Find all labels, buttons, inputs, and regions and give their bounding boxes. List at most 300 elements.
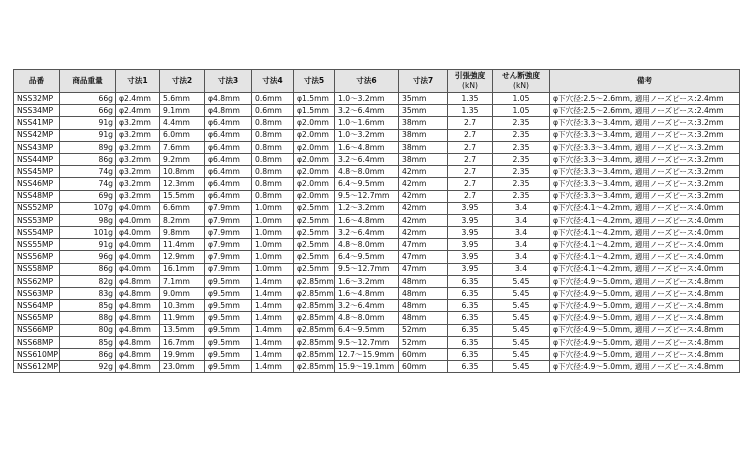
weight-cell: 88g <box>60 312 116 324</box>
remarks-cell: φ下穴径:2.5〜2.6mm, 適用ノーズピース:2.4mm <box>550 105 740 117</box>
dim5-cell: φ2.0mm <box>294 117 335 129</box>
weight-cell: 74g <box>60 166 116 178</box>
part-number-cell: NSS65MP <box>14 312 60 324</box>
dim1-cell: φ4.8mm <box>116 336 160 348</box>
dim6-cell: 4.8〜8.0mm <box>335 166 399 178</box>
dim7-cell: 42mm <box>399 166 448 178</box>
dim4-cell: 0.6mm <box>252 105 294 117</box>
dim4-cell: 1.4mm <box>252 324 294 336</box>
dim2-cell: 23.0mm <box>160 361 205 373</box>
dim3-cell: φ9.5mm <box>205 336 252 348</box>
dim5-cell: φ2.5mm <box>294 227 335 239</box>
part-number-cell: NSS32MP <box>14 93 60 105</box>
shear-cell: 5.45 <box>493 348 550 360</box>
dim3-cell: φ9.5mm <box>205 288 252 300</box>
table-body <box>14 93 740 373</box>
remarks-cell: φ下穴径:4.1〜4.2mm, 適用ノーズピース:4.0mm <box>550 202 740 214</box>
part-number-cell: NSS56MP <box>14 251 60 263</box>
dim6-cell: 1.6〜4.8mm <box>335 214 399 226</box>
remarks-cell: φ下穴径:4.9〜5.0mm, 適用ノーズピース:4.8mm <box>550 288 740 300</box>
table-row <box>14 251 740 263</box>
dim7-cell: 48mm <box>399 312 448 324</box>
dim2-cell: 12.9mm <box>160 251 205 263</box>
dim6-cell: 3.2〜6.4mm <box>335 153 399 165</box>
table-row <box>14 361 740 373</box>
shear-cell: 5.45 <box>493 300 550 312</box>
part-number-cell: NSS54MP <box>14 227 60 239</box>
tensile-cell: 6.35 <box>448 324 493 336</box>
weight-cell: 107g <box>60 202 116 214</box>
weight-cell: 91g <box>60 239 116 251</box>
table-row <box>14 263 740 275</box>
dim6-cell: 6.4〜9.5mm <box>335 178 399 190</box>
dim6-cell: 3.2〜6.4mm <box>335 105 399 117</box>
table-row <box>14 275 740 287</box>
part-number-cell: NSS63MP <box>14 288 60 300</box>
part-number-cell: NSS42MP <box>14 129 60 141</box>
dim7-cell: 47mm <box>399 239 448 251</box>
weight-cell: 80g <box>60 324 116 336</box>
dim3-cell: φ6.4mm <box>205 117 252 129</box>
dim5-cell: φ2.0mm <box>294 129 335 141</box>
table-row <box>14 324 740 336</box>
remarks-cell: φ下穴径:4.1〜4.2mm, 適用ノーズピース:4.0mm <box>550 214 740 226</box>
dim4-cell: 0.8mm <box>252 190 294 202</box>
table-row <box>14 166 740 178</box>
shear-cell: 2.35 <box>493 178 550 190</box>
weight-cell: 83g <box>60 288 116 300</box>
table-row <box>14 227 740 239</box>
dim2-cell: 10.8mm <box>160 166 205 178</box>
dim4-cell: 1.4mm <box>252 361 294 373</box>
header-weight: 商品重量 <box>60 70 116 93</box>
weight-cell: 66g <box>60 93 116 105</box>
dim3-cell: φ9.5mm <box>205 324 252 336</box>
dim3-cell: φ7.9mm <box>205 227 252 239</box>
dim1-cell: φ3.2mm <box>116 190 160 202</box>
tensile-cell: 3.95 <box>448 227 493 239</box>
dim2-cell: 12.3mm <box>160 178 205 190</box>
part-number-cell: NSS45MP <box>14 166 60 178</box>
part-number-cell: NSS41MP <box>14 117 60 129</box>
dim6-cell: 1.2〜3.2mm <box>335 202 399 214</box>
dim3-cell: φ4.8mm <box>205 105 252 117</box>
shear-cell: 5.45 <box>493 336 550 348</box>
dim3-cell: φ9.5mm <box>205 312 252 324</box>
dim6-cell: 3.2〜6.4mm <box>335 300 399 312</box>
tensile-cell: 6.35 <box>448 275 493 287</box>
dim4-cell: 0.8mm <box>252 153 294 165</box>
dim2-cell: 7.6mm <box>160 141 205 153</box>
dim5-cell: φ2.85mm <box>294 336 335 348</box>
weight-cell: 85g <box>60 300 116 312</box>
dim7-cell: 52mm <box>399 336 448 348</box>
dim6-cell: 1.0〜1.6mm <box>335 117 399 129</box>
header-dim1: 寸法1 <box>116 70 160 93</box>
remarks-cell: φ下穴径:4.9〜5.0mm, 適用ノーズピース:4.8mm <box>550 312 740 324</box>
table-row <box>14 300 740 312</box>
dim7-cell: 47mm <box>399 263 448 275</box>
tensile-cell: 1.35 <box>448 93 493 105</box>
weight-cell: 101g <box>60 227 116 239</box>
tensile-cell: 1.35 <box>448 105 493 117</box>
dim4-cell: 0.8mm <box>252 117 294 129</box>
dim3-cell: φ7.9mm <box>205 263 252 275</box>
tensile-cell: 6.35 <box>448 348 493 360</box>
dim5-cell: φ1.5mm <box>294 105 335 117</box>
dim5-cell: φ2.85mm <box>294 348 335 360</box>
table-row <box>14 141 740 153</box>
part-number-cell: NSS68MP <box>14 336 60 348</box>
dim3-cell: φ7.9mm <box>205 214 252 226</box>
remarks-cell: φ下穴径:4.9〜5.0mm, 適用ノーズピース:4.8mm <box>550 361 740 373</box>
dim6-cell: 12.7〜15.9mm <box>335 348 399 360</box>
dim6-cell: 15.9〜19.1mm <box>335 361 399 373</box>
dim3-cell: φ6.4mm <box>205 153 252 165</box>
header-dim7: 寸法7 <box>399 70 448 93</box>
dim2-cell: 10.3mm <box>160 300 205 312</box>
dim5-cell: φ2.0mm <box>294 153 335 165</box>
weight-cell: 85g <box>60 336 116 348</box>
tensile-cell: 3.95 <box>448 202 493 214</box>
tensile-cell: 2.7 <box>448 178 493 190</box>
dim5-cell: φ2.0mm <box>294 141 335 153</box>
dim7-cell: 35mm <box>399 105 448 117</box>
remarks-cell: φ下穴径:3.3〜3.4mm, 適用ノーズピース:3.2mm <box>550 178 740 190</box>
part-number-cell: NSS43MP <box>14 141 60 153</box>
dim3-cell: φ7.9mm <box>205 202 252 214</box>
dim6-cell: 1.6〜4.8mm <box>335 288 399 300</box>
dim1-cell: φ4.8mm <box>116 312 160 324</box>
shear-cell: 5.45 <box>493 361 550 373</box>
weight-cell: 66g <box>60 105 116 117</box>
dim5-cell: φ2.85mm <box>294 275 335 287</box>
dim3-cell: φ6.4mm <box>205 178 252 190</box>
dim2-cell: 6.6mm <box>160 202 205 214</box>
dim7-cell: 42mm <box>399 202 448 214</box>
header-tensile-unit: (kN) <box>461 81 478 90</box>
shear-cell: 5.45 <box>493 288 550 300</box>
dim2-cell: 9.1mm <box>160 105 205 117</box>
tensile-cell: 6.35 <box>448 336 493 348</box>
dim4-cell: 1.4mm <box>252 348 294 360</box>
weight-cell: 86g <box>60 153 116 165</box>
remarks-cell: φ下穴径:4.9〜5.0mm, 適用ノーズピース:4.8mm <box>550 336 740 348</box>
tensile-cell: 2.7 <box>448 166 493 178</box>
dim2-cell: 7.1mm <box>160 275 205 287</box>
weight-cell: 91g <box>60 117 116 129</box>
remarks-cell: φ下穴径:4.1〜4.2mm, 適用ノーズピース:4.0mm <box>550 239 740 251</box>
dim6-cell: 1.0〜3.2mm <box>335 129 399 141</box>
part-number-cell: NSS55MP <box>14 239 60 251</box>
dim5-cell: φ2.5mm <box>294 202 335 214</box>
dim1-cell: φ4.0mm <box>116 227 160 239</box>
dim5-cell: φ2.5mm <box>294 214 335 226</box>
remarks-cell: φ下穴径:3.3〜3.4mm, 適用ノーズピース:3.2mm <box>550 166 740 178</box>
dim7-cell: 42mm <box>399 227 448 239</box>
dim6-cell: 1.0〜3.2mm <box>335 93 399 105</box>
weight-cell: 86g <box>60 348 116 360</box>
spec-table-container <box>13 69 740 373</box>
dim5-cell: φ2.0mm <box>294 178 335 190</box>
header-tensile-strength <box>448 70 493 93</box>
dim6-cell: 4.8〜8.0mm <box>335 312 399 324</box>
shear-cell: 5.45 <box>493 324 550 336</box>
table-row <box>14 153 740 165</box>
dim4-cell: 1.4mm <box>252 300 294 312</box>
dim6-cell: 9.5〜12.7mm <box>335 263 399 275</box>
dim3-cell: φ9.5mm <box>205 361 252 373</box>
part-number-cell: NSS34MP <box>14 105 60 117</box>
header-dim2: 寸法2 <box>160 70 205 93</box>
shear-cell: 2.35 <box>493 117 550 129</box>
tensile-cell: 2.7 <box>448 153 493 165</box>
dim1-cell: φ2.4mm <box>116 93 160 105</box>
remarks-cell: φ下穴径:3.3〜3.4mm, 適用ノーズピース:3.2mm <box>550 117 740 129</box>
dim4-cell: 1.0mm <box>252 263 294 275</box>
dim3-cell: φ7.9mm <box>205 239 252 251</box>
shear-cell: 3.4 <box>493 239 550 251</box>
dim4-cell: 0.8mm <box>252 129 294 141</box>
tensile-cell: 3.95 <box>448 239 493 251</box>
dim5-cell: φ2.0mm <box>294 190 335 202</box>
dim2-cell: 19.9mm <box>160 348 205 360</box>
dim5-cell: φ2.5mm <box>294 251 335 263</box>
weight-cell: 98g <box>60 214 116 226</box>
remarks-cell: φ下穴径:4.1〜4.2mm, 適用ノーズピース:4.0mm <box>550 227 740 239</box>
dim4-cell: 0.8mm <box>252 178 294 190</box>
part-number-cell: NSS610MP <box>14 348 60 360</box>
table-row <box>14 117 740 129</box>
dim7-cell: 48mm <box>399 288 448 300</box>
weight-cell: 82g <box>60 275 116 287</box>
dim3-cell: φ6.4mm <box>205 190 252 202</box>
remarks-cell: φ下穴径:3.3〜3.4mm, 適用ノーズピース:3.2mm <box>550 190 740 202</box>
dim2-cell: 11.9mm <box>160 312 205 324</box>
dim7-cell: 42mm <box>399 214 448 226</box>
part-number-cell: NSS46MP <box>14 178 60 190</box>
tensile-cell: 2.7 <box>448 117 493 129</box>
shear-cell: 5.45 <box>493 312 550 324</box>
dim1-cell: φ4.8mm <box>116 300 160 312</box>
tensile-cell: 6.35 <box>448 312 493 324</box>
dim7-cell: 60mm <box>399 361 448 373</box>
remarks-cell: φ下穴径:4.1〜4.2mm, 適用ノーズピース:4.0mm <box>550 263 740 275</box>
dim2-cell: 11.4mm <box>160 239 205 251</box>
dim3-cell: φ6.4mm <box>205 166 252 178</box>
remarks-cell: φ下穴径:3.3〜3.4mm, 適用ノーズピース:3.2mm <box>550 141 740 153</box>
dim6-cell: 1.6〜3.2mm <box>335 275 399 287</box>
shear-cell: 5.45 <box>493 275 550 287</box>
dim4-cell: 1.0mm <box>252 214 294 226</box>
header-dim6: 寸法6 <box>335 70 399 93</box>
shear-cell: 2.35 <box>493 129 550 141</box>
dim1-cell: φ3.2mm <box>116 129 160 141</box>
dim6-cell: 4.8〜8.0mm <box>335 239 399 251</box>
table-row <box>14 190 740 202</box>
dim5-cell: φ2.5mm <box>294 263 335 275</box>
dim2-cell: 6.0mm <box>160 129 205 141</box>
table-row <box>14 214 740 226</box>
dim1-cell: φ2.4mm <box>116 105 160 117</box>
dim7-cell: 47mm <box>399 251 448 263</box>
dim4-cell: 1.4mm <box>252 275 294 287</box>
table-row <box>14 93 740 105</box>
dim1-cell: φ4.0mm <box>116 263 160 275</box>
shear-cell: 2.35 <box>493 141 550 153</box>
part-number-cell: NSS66MP <box>14 324 60 336</box>
shear-cell: 3.4 <box>493 214 550 226</box>
tensile-cell: 6.35 <box>448 361 493 373</box>
remarks-cell: φ下穴径:4.9〜5.0mm, 適用ノーズピース:4.8mm <box>550 300 740 312</box>
remarks-cell: φ下穴径:4.9〜5.0mm, 適用ノーズピース:4.8mm <box>550 275 740 287</box>
dim7-cell: 38mm <box>399 141 448 153</box>
dim6-cell: 6.4〜9.5mm <box>335 324 399 336</box>
dim2-cell: 4.4mm <box>160 117 205 129</box>
dim3-cell: φ9.5mm <box>205 275 252 287</box>
dim1-cell: φ4.8mm <box>116 275 160 287</box>
dim2-cell: 8.2mm <box>160 214 205 226</box>
dim2-cell: 16.7mm <box>160 336 205 348</box>
header-part-number: 品番 <box>14 70 60 93</box>
dim5-cell: φ2.85mm <box>294 288 335 300</box>
weight-cell: 96g <box>60 251 116 263</box>
shear-cell: 1.05 <box>493 105 550 117</box>
weight-cell: 92g <box>60 361 116 373</box>
dim1-cell: φ3.2mm <box>116 178 160 190</box>
spec-table <box>13 69 740 373</box>
dim1-cell: φ4.8mm <box>116 288 160 300</box>
dim5-cell: φ1.5mm <box>294 93 335 105</box>
dim4-cell: 1.4mm <box>252 336 294 348</box>
shear-cell: 3.4 <box>493 263 550 275</box>
table-row <box>14 202 740 214</box>
dim1-cell: φ4.0mm <box>116 202 160 214</box>
header-shear-strength <box>493 70 550 93</box>
dim3-cell: φ9.5mm <box>205 300 252 312</box>
dim7-cell: 35mm <box>399 93 448 105</box>
weight-cell: 91g <box>60 129 116 141</box>
header-remarks: 備考 <box>550 70 740 93</box>
table-row <box>14 178 740 190</box>
shear-cell: 3.4 <box>493 227 550 239</box>
header-dim4: 寸法4 <box>252 70 294 93</box>
dim1-cell: φ4.0mm <box>116 239 160 251</box>
weight-cell: 74g <box>60 178 116 190</box>
shear-cell: 2.35 <box>493 166 550 178</box>
table-row <box>14 312 740 324</box>
table-row <box>14 105 740 117</box>
dim1-cell: φ3.2mm <box>116 153 160 165</box>
shear-cell: 2.35 <box>493 153 550 165</box>
dim7-cell: 48mm <box>399 275 448 287</box>
dim2-cell: 5.6mm <box>160 93 205 105</box>
dim3-cell: φ7.9mm <box>205 251 252 263</box>
header-shear-unit: (kN) <box>512 81 529 90</box>
tensile-cell: 6.35 <box>448 300 493 312</box>
tensile-cell: 2.7 <box>448 141 493 153</box>
part-number-cell: NSS44MP <box>14 153 60 165</box>
dim1-cell: φ4.8mm <box>116 348 160 360</box>
dim1-cell: φ3.2mm <box>116 117 160 129</box>
weight-cell: 89g <box>60 141 116 153</box>
part-number-cell: NSS48MP <box>14 190 60 202</box>
tensile-cell: 3.95 <box>448 251 493 263</box>
dim4-cell: 1.0mm <box>252 251 294 263</box>
table-row <box>14 336 740 348</box>
table-row <box>14 348 740 360</box>
dim1-cell: φ3.2mm <box>116 166 160 178</box>
table-row <box>14 239 740 251</box>
table-row <box>14 129 740 141</box>
part-number-cell: NSS64MP <box>14 300 60 312</box>
dim4-cell: 0.8mm <box>252 166 294 178</box>
shear-cell: 1.05 <box>493 93 550 105</box>
part-number-cell: NSS53MP <box>14 214 60 226</box>
header-row <box>14 70 740 93</box>
dim6-cell: 3.2〜6.4mm <box>335 227 399 239</box>
dim4-cell: 0.8mm <box>252 141 294 153</box>
table-row <box>14 288 740 300</box>
tensile-cell: 6.35 <box>448 288 493 300</box>
header-shear-label: せん断強度 <box>502 71 540 81</box>
dim3-cell: φ6.4mm <box>205 129 252 141</box>
remarks-cell: φ下穴径:4.9〜5.0mm, 適用ノーズピース:4.8mm <box>550 348 740 360</box>
dim4-cell: 1.0mm <box>252 239 294 251</box>
remarks-cell: φ下穴径:3.3〜3.4mm, 適用ノーズピース:3.2mm <box>550 153 740 165</box>
dim1-cell: φ4.0mm <box>116 214 160 226</box>
dim2-cell: 16.1mm <box>160 263 205 275</box>
dim7-cell: 42mm <box>399 190 448 202</box>
shear-cell: 3.4 <box>493 202 550 214</box>
tensile-cell: 2.7 <box>448 190 493 202</box>
tensile-cell: 2.7 <box>448 129 493 141</box>
dim4-cell: 1.0mm <box>252 227 294 239</box>
dim3-cell: φ9.5mm <box>205 348 252 360</box>
header-dim3: 寸法3 <box>205 70 252 93</box>
dim5-cell: φ2.0mm <box>294 166 335 178</box>
dim7-cell: 38mm <box>399 153 448 165</box>
shear-cell: 2.35 <box>493 190 550 202</box>
tensile-cell: 3.95 <box>448 263 493 275</box>
dim6-cell: 9.5〜12.7mm <box>335 190 399 202</box>
dim2-cell: 9.0mm <box>160 288 205 300</box>
dim1-cell: φ4.8mm <box>116 361 160 373</box>
dim5-cell: φ2.85mm <box>294 300 335 312</box>
weight-cell: 69g <box>60 190 116 202</box>
dim1-cell: φ4.0mm <box>116 251 160 263</box>
dim5-cell: φ2.85mm <box>294 324 335 336</box>
remarks-cell: φ下穴径:4.1〜4.2mm, 適用ノーズピース:4.0mm <box>550 251 740 263</box>
dim7-cell: 48mm <box>399 300 448 312</box>
shear-cell: 3.4 <box>493 251 550 263</box>
dim7-cell: 52mm <box>399 324 448 336</box>
dim6-cell: 9.5〜12.7mm <box>335 336 399 348</box>
dim4-cell: 1.4mm <box>252 288 294 300</box>
dim5-cell: φ2.5mm <box>294 239 335 251</box>
dim3-cell: φ6.4mm <box>205 141 252 153</box>
remarks-cell: φ下穴径:3.3〜3.4mm, 適用ノーズピース:3.2mm <box>550 129 740 141</box>
dim4-cell: 1.0mm <box>252 202 294 214</box>
part-number-cell: NSS52MP <box>14 202 60 214</box>
dim7-cell: 38mm <box>399 129 448 141</box>
dim2-cell: 9.8mm <box>160 227 205 239</box>
tensile-cell: 3.95 <box>448 214 493 226</box>
remarks-cell: φ下穴径:4.9〜5.0mm, 適用ノーズピース:4.8mm <box>550 324 740 336</box>
part-number-cell: NSS62MP <box>14 275 60 287</box>
dim2-cell: 15.5mm <box>160 190 205 202</box>
dim4-cell: 0.6mm <box>252 93 294 105</box>
